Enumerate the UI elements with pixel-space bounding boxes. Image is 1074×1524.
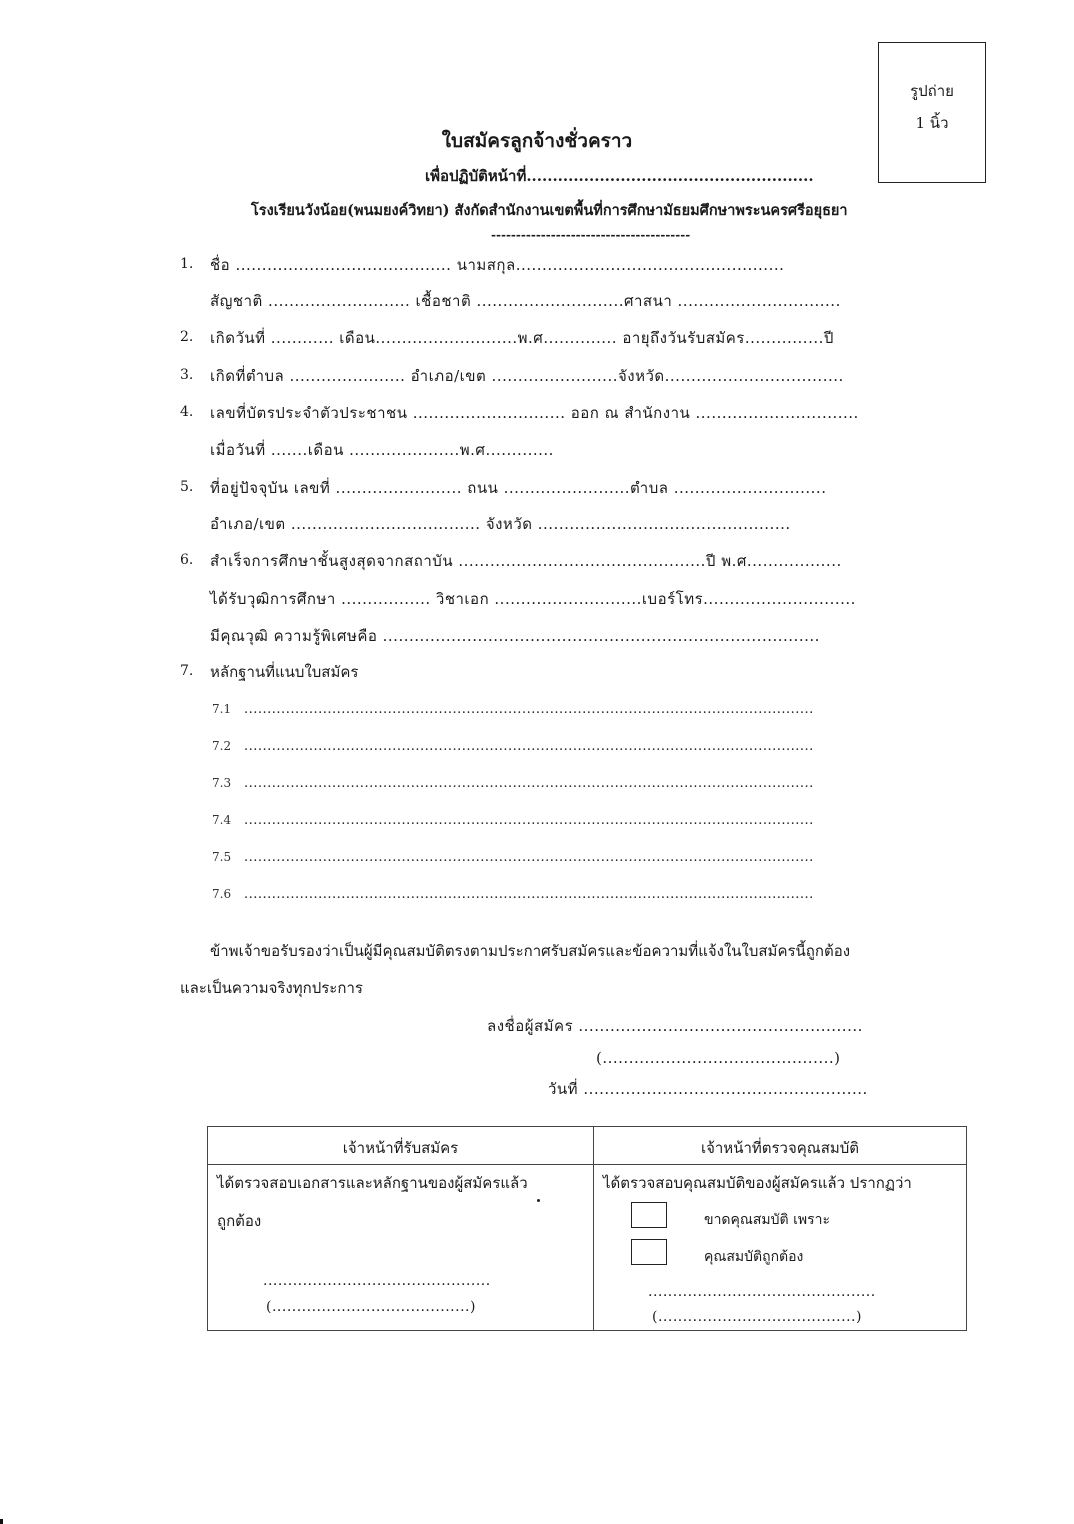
qualification-officer-text: ได้ตรวจสอบคุณสมบัติของผู้สมัครแล้ว ปรากฏว่า: [603, 1174, 912, 1192]
declaration-line-2: และเป็นความจริงทุกประการ: [180, 979, 363, 997]
photo-label-line2: 1 นิ้ว: [915, 114, 949, 132]
receiving-officer-signature-field[interactable]: ..............................................: [263, 1273, 491, 1289]
item-2-number: 2.: [180, 329, 194, 345]
district-province-field[interactable]: อำเภอ/เขต .................................... จังหวัด ................................................: [210, 515, 791, 533]
unqualified-label: ขาดคุณสมบัติ เพราะ: [704, 1212, 830, 1228]
name-surname-field[interactable]: ชื่อ ......................................... นามสกุล...................................................: [210, 256, 785, 274]
attachment-7-2-field[interactable]: ...........................................................................................................................: [244, 739, 814, 754]
birthdate-age-field[interactable]: เกิดวันที่ ............ เดือน...........................พ.ศ.............. อายุถึงวันรับสมัคร...............ปี: [210, 329, 834, 347]
scan-corner-mark: [0, 1519, 3, 1524]
nationality-race-religion-field[interactable]: สัญชาติ ........................... เชื้อชาติ ............................ศาสนา ...............................: [210, 292, 841, 310]
attachment-7-6-number: 7.6: [212, 887, 232, 901]
item-5-number: 5.: [180, 479, 194, 495]
birthplace-field[interactable]: เกิดที่ตำบล ...................... อำเภอ/เขต ........................จังหวัด..................................: [210, 367, 844, 385]
position-field[interactable]: เพื่อปฏิบัติหน้าที่.......................................................: [425, 167, 814, 185]
attachment-7-3-field[interactable]: ...........................................................................................................................: [244, 776, 814, 791]
item-7-number: 7.: [180, 663, 194, 679]
qualification-officer-header: เจ้าหน้าที่ตรวจคุณสมบัติ: [700, 1139, 860, 1157]
attachment-7-5-field[interactable]: ...........................................................................................................................: [244, 850, 814, 865]
item-4-number: 4.: [180, 404, 194, 420]
education-institution-field[interactable]: สำเร็จการศึกษาชั้นสูงสุดจากสถาบัน ...............................................ปี พ.ศ..................: [210, 552, 842, 570]
special-skills-field[interactable]: มีคุณวุฒิ ความรู้พิเศษคือ ...................................................................................: [210, 627, 820, 645]
attachment-7-4-number: 7.4: [212, 813, 232, 827]
attachment-7-3-number: 7.3: [212, 776, 232, 790]
applicant-signature-field[interactable]: ลงชื่อผู้สมัคร ......................................................: [487, 1017, 863, 1035]
qualified-label: คุณสมบัติถูกต้อง: [704, 1249, 804, 1265]
degree-major-phone-field[interactable]: ได้รับวุฒิการศึกษา ................. วิชาเอก ............................เบอร์โทร.............................: [210, 590, 856, 608]
qualified-checkbox[interactable]: [631, 1239, 667, 1265]
id-issue-date-field[interactable]: เมื่อวันที่ .......เดือน .....................พ.ศ.............: [210, 441, 554, 459]
unqualified-checkbox[interactable]: [631, 1202, 667, 1228]
stray-dot: [537, 1199, 540, 1202]
officials-table: [207, 1126, 967, 1331]
id-card-field[interactable]: เลขที่บัตรประจำตัวประชาชน ............................. ออก ณ สำนักงาน ...............................: [210, 404, 859, 422]
attachment-7-1-field[interactable]: ...........................................................................................................................: [244, 702, 814, 717]
item-6-number: 6.: [180, 552, 194, 568]
item-3-number: 3.: [180, 367, 194, 383]
form-title: ใบสมัครลูกจ้างชั่วคราว: [441, 130, 633, 152]
receiving-officer-header: เจ้าหน้าที่รับสมัคร: [342, 1139, 459, 1157]
receiving-officer-correct: ถูกต้อง: [217, 1212, 262, 1230]
school-affiliation: โรงเรียนวังน้อย(พนมยงค์วิทยา) สังกัดสำนักงานเขตพื้นที่การศึกษามัธยมศึกษาพระนครศรีอยุธยา: [251, 202, 848, 219]
attachment-7-1-number: 7.1: [212, 702, 232, 716]
receiving-officer-name-field[interactable]: (........................................): [266, 1299, 476, 1315]
attachment-7-6-field[interactable]: ...........................................................................................................................: [244, 887, 814, 902]
photo-label-line1: รูปถ่าย: [910, 82, 954, 100]
signature-date-field[interactable]: วันที่ ......................................................: [548, 1080, 868, 1098]
header-divider: ----------------------------------------: [491, 228, 691, 242]
item-1-number: 1.: [180, 256, 194, 272]
attachment-7-4-field[interactable]: ...........................................................................................................................: [244, 813, 814, 828]
attachments-label: หลักฐานที่แนบใบสมัคร: [210, 663, 359, 681]
attachment-7-5-number: 7.5: [212, 850, 232, 864]
declaration-line-1: ข้าพเจ้าขอรับรองว่าเป็นผู้มีคุณสมบัติตรงตามประกาศรับสมัครและข้อความที่แจ้งในใบสมัครนี้ถูกต้อง: [210, 942, 851, 960]
receiving-officer-text: ได้ตรวจสอบเอกสารและหลักฐานของผู้สมัครแล้ว: [217, 1174, 528, 1192]
qualification-officer-name-field[interactable]: (........................................): [652, 1309, 862, 1325]
qualification-officer-signature-field[interactable]: ..............................................: [648, 1284, 876, 1300]
photo-box: [878, 42, 986, 183]
attachment-7-2-number: 7.2: [212, 739, 232, 753]
current-address-field[interactable]: ที่อยู่ปัจจุบัน เลขที่ ........................ ถนน ........................ตำบล .............................: [210, 479, 827, 497]
applicant-printed-name-field[interactable]: (............................................): [596, 1049, 841, 1067]
